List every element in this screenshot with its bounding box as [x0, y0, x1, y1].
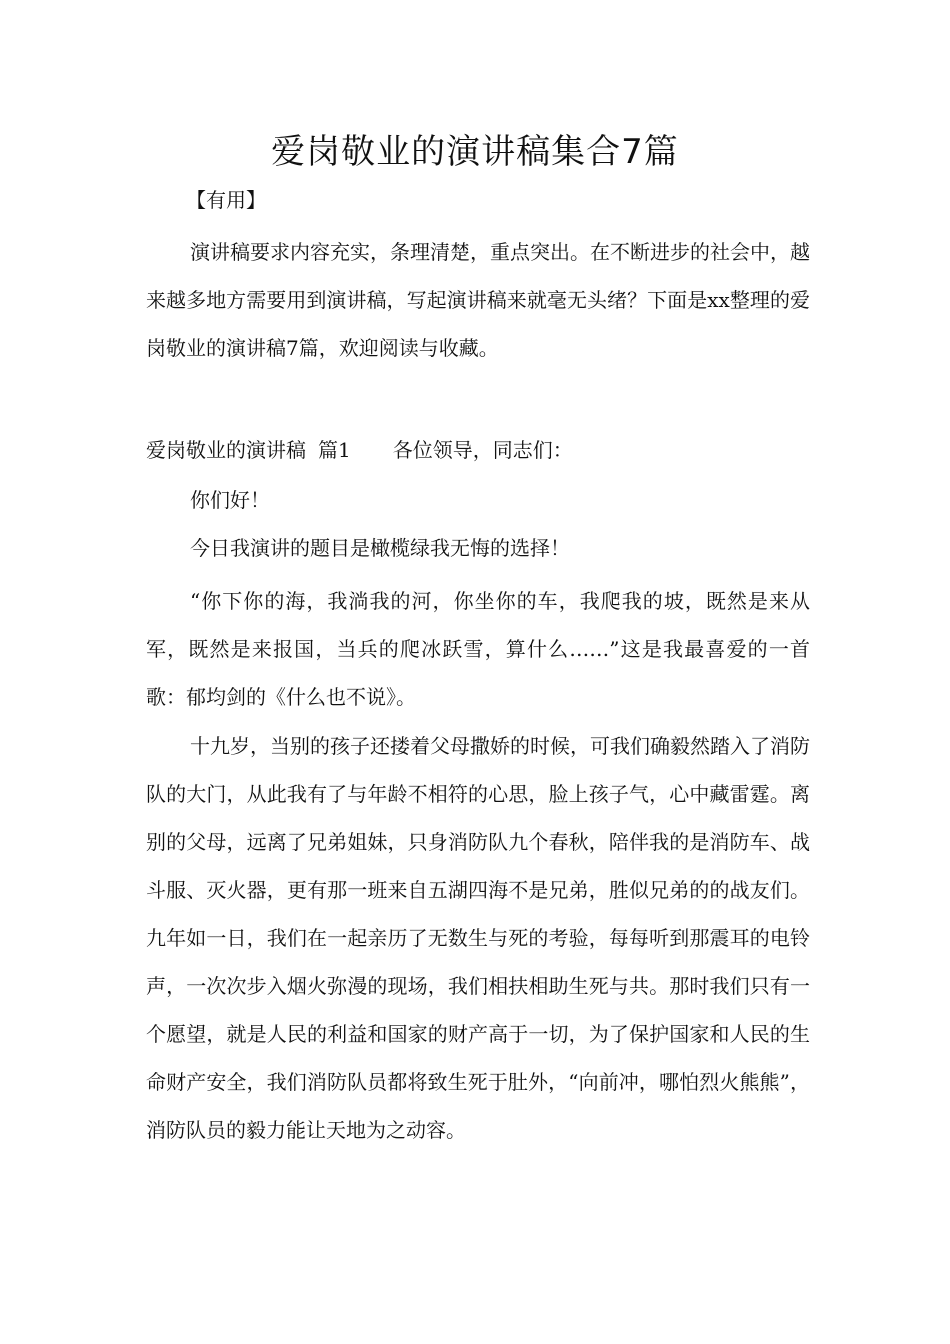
intro-paragraph: 演讲稿要求内容充实，条理清楚，重点突出。在不断进步的社会中，越来越多地方需要用到演讲稿，写起演讲稿来就毫无头绪？下面是xx整理的爱岗敬业的演讲稿7篇，欢迎阅读与收藏。	[146, 240, 810, 360]
quote-paragraph: “你下你的海，我淌我的河，你坐你的车，我爬我的坡，既然是来从军，既然是来报国，当兵的爬冰跃雪，算什么……”这是我最喜爱的一首歌：郁均剑的《什么也不说》。	[146, 589, 810, 709]
section-heading: 爱岗敬业的演讲稿	[146, 438, 306, 462]
document-title: 爱岗敬业的演讲稿集合7篇	[271, 132, 679, 172]
greeting-paragraph: 你们好！	[190, 488, 270, 512]
topic-paragraph: 今日我演讲的题目是橄榄绿我无悔的选择！	[190, 536, 570, 560]
document-tag: 【有用】	[186, 188, 266, 212]
main-paragraph: 十九岁，当别的孩子还搂着父母撒娇的时候，可我们确毅然踏入了消防队的大门，从此我有了与年龄不相符的心思，脸上孩子气，心中藏雷霆。离别的父母，远离了兄弟姐妹，只身消防队九个春秋，陪伴我的是消防车、战斗服、灭火器，更有那一班来自五湖四海不是兄弟，胜似兄弟的的战友们。九年如一日，我们在一起亲历了无数生与死的考验，每每听到那震耳的电铃声，一次次步入烟火弥漫的现场，我们相扶相助生死与共。那时我们只有一个愿望，就是人民的利益和国家的财产高于一切，为了保护国家和人民的生命财产安全，我们消防队员都将致生死于肚外，“向前冲，哪怕烈火熊熊”，消防队员的毅力能让天地为之动容。	[146, 734, 810, 1142]
salutation: 各位领导，同志们：	[392, 438, 573, 462]
section-number: 篇1	[318, 438, 351, 462]
section-heading-line	[146, 434, 573, 466]
